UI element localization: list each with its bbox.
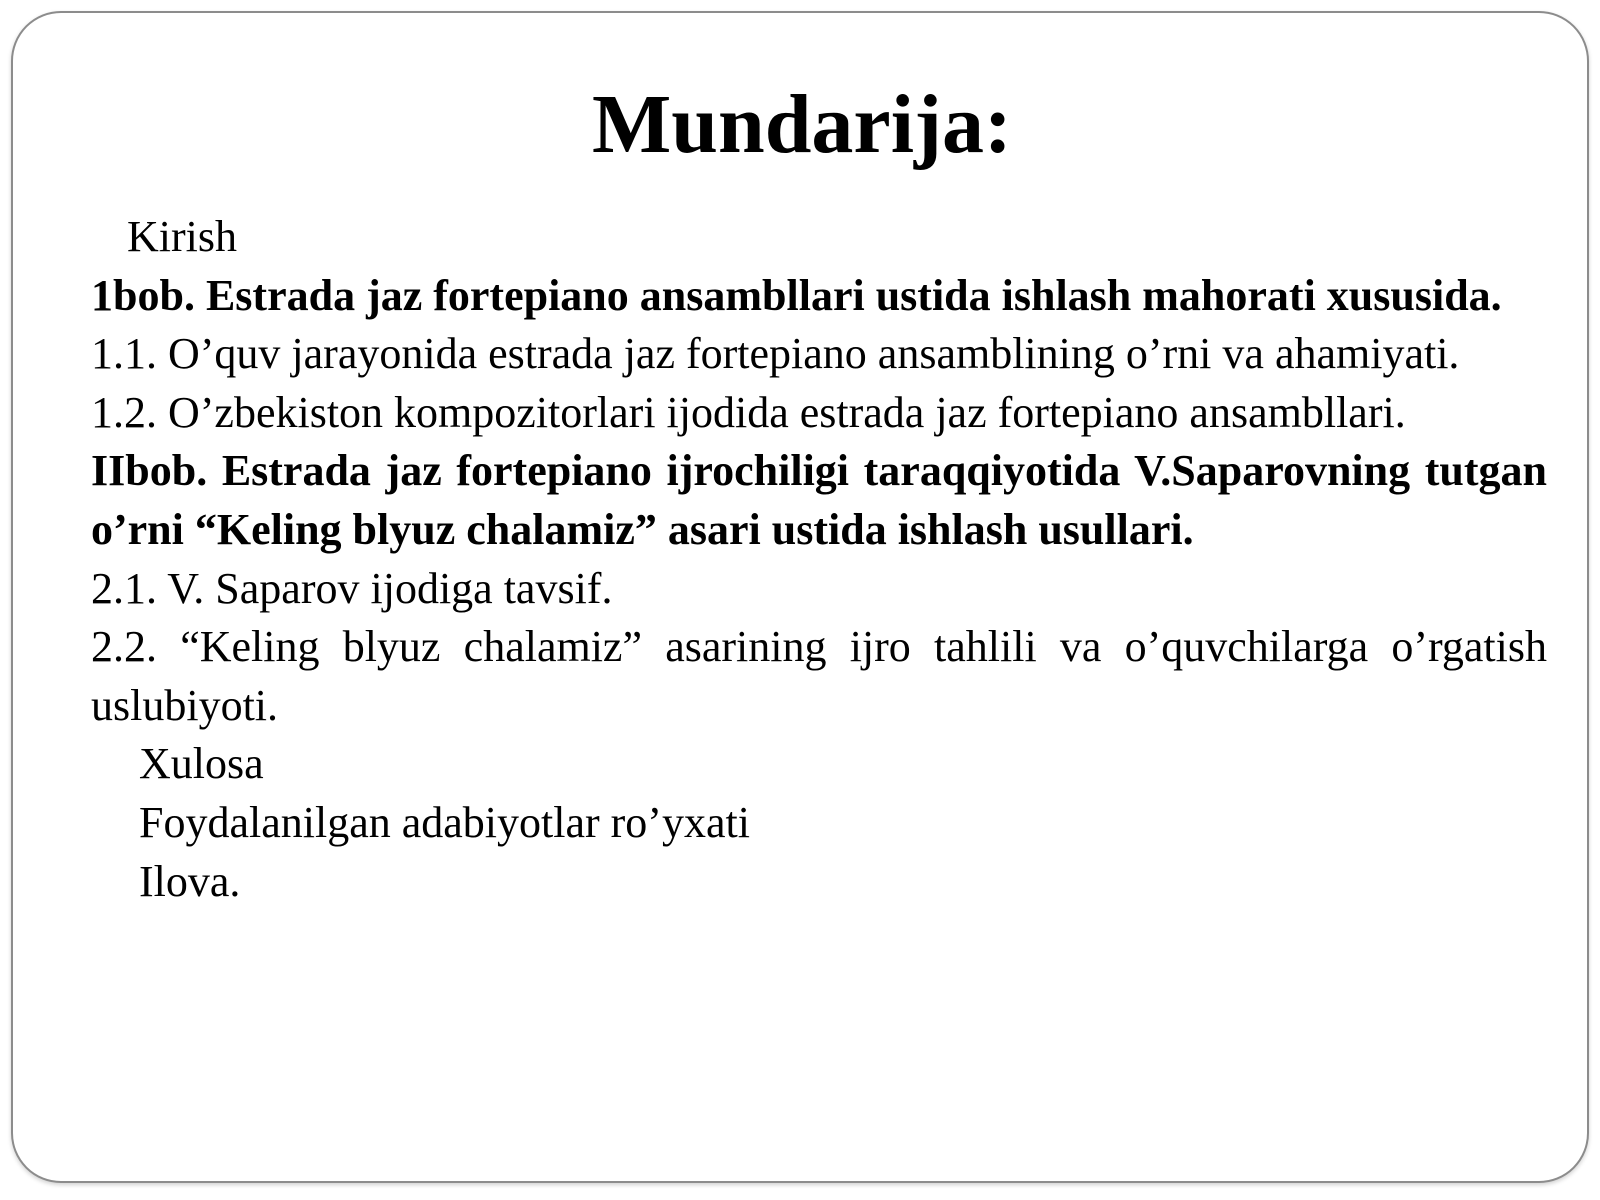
toc-entry-conclusion: Xulosa — [139, 739, 264, 789]
slide — [11, 11, 1589, 1183]
toc-entry-appendix: Ilova. — [139, 856, 241, 906]
table-of-contents — [91, 208, 1547, 911]
toc-entry-section-2-2: 2.2. “Keling blyuz chalamiz” asarining ijro tahlili va o’quvchilarga o’rgatish uslubiyoti. — [91, 622, 1547, 730]
toc-entry-chapter-2: IIbob. Estrada jaz fortepiano ijrochiligi taraqqiyotida V.Saparovning tutgan o’rni “Keling blyuz chalamiz” asari ustida ishlash usullari. — [91, 446, 1547, 554]
page-title: Mundarija: — [592, 78, 1012, 171]
toc-entry-chapter-1: 1bob. Estrada jaz fortepiano ansambllari ustida ishlash mahorati xususida. — [91, 270, 1502, 320]
toc-entry-section-1-2: 1.2. O’zbekiston kompozitorlari ijodida estrada jaz fortepiano ansambllari. — [91, 387, 1406, 437]
toc-entry-introduction: Kirish — [127, 212, 237, 261]
toc-entry-section-2-1: 2.1. V. Saparov ijodiga tavsif. — [91, 563, 613, 613]
toc-entry-section-1-1: 1.1. O’quv jarayonida estrada jaz fortepiano ansamblining o’rni va ahamiyati. — [91, 329, 1460, 379]
toc-entry-references: Foydalanilgan adabiyotlar ro’yxati — [139, 797, 750, 847]
